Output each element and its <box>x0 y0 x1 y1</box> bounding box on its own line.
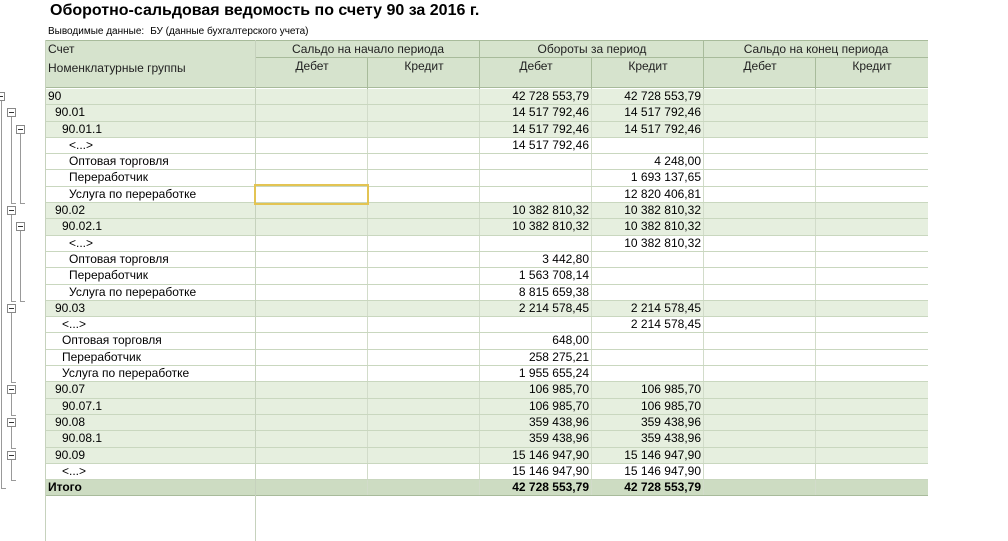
turnover-debit-value: 3 442,80 <box>542 251 589 266</box>
collapse-icon[interactable] <box>16 222 25 231</box>
row-name: Оптовая торговля <box>69 251 169 266</box>
collapse-icon[interactable] <box>7 418 16 427</box>
table-row[interactable] <box>45 415 928 431</box>
report-subtitle <box>48 26 309 37</box>
turnover-credit-value: 2 214 578,45 <box>630 317 701 332</box>
row-name: 90.01.1 <box>62 121 103 136</box>
table-row[interactable] <box>45 122 928 138</box>
table-row[interactable] <box>45 236 928 252</box>
turnover-credit-value: 15 146 947,90 <box>624 447 701 462</box>
tree-gutter <box>0 0 45 541</box>
collapse-icon[interactable] <box>7 206 16 215</box>
turnover-debit-value: 2 214 578,45 <box>518 300 589 315</box>
collapse-icon[interactable] <box>7 385 16 394</box>
row-name: 90 <box>48 89 62 103</box>
table-row[interactable] <box>45 203 928 219</box>
turnover-debit-value: 14 517 792,46 <box>512 105 589 120</box>
row-name: Услуга по переработке <box>69 186 197 201</box>
turnover-credit-value: 10 382 810,32 <box>624 235 701 250</box>
turnover-debit-value: 42 728 553,79 <box>512 89 589 103</box>
row-name: Оптовая торговля <box>69 154 169 169</box>
selected-cell[interactable] <box>254 184 369 205</box>
header-groups[interactable]: Номенклатурные группы <box>48 61 186 75</box>
row-name: 90.02 <box>55 203 86 218</box>
header-turnover[interactable]: Обороты за период <box>537 42 647 56</box>
turnover-credit-value: 15 146 947,90 <box>624 463 701 478</box>
header-opening-credit[interactable]: Кредит <box>404 59 444 73</box>
collapse-icon[interactable] <box>7 304 16 313</box>
table-row[interactable] <box>45 268 928 284</box>
table-row[interactable] <box>45 154 928 170</box>
header-closing-credit[interactable]: Кредит <box>852 59 892 73</box>
turnover-debit-value: 648,00 <box>552 333 589 348</box>
row-name: Оптовая торговля <box>62 333 162 348</box>
turnover-credit-value: 4 248,00 <box>654 154 701 169</box>
table-row[interactable] <box>45 431 928 447</box>
table-header <box>45 40 928 88</box>
row-name: <...> <box>62 463 87 478</box>
header-opening[interactable]: Сальдо на начало периода <box>291 42 445 56</box>
table-row[interactable] <box>45 366 928 382</box>
row-name: <...> <box>69 235 94 250</box>
header-closing-debit[interactable]: Дебет <box>743 59 777 73</box>
report-title: Оборотно-сальдовая ведомость по счету 90 за 2016 г. <box>50 2 480 19</box>
table-row[interactable] <box>45 317 928 333</box>
header-turnover-debit[interactable]: Дебет <box>519 59 553 73</box>
row-name: 90.07 <box>55 382 86 397</box>
row-name: Переработчик <box>69 170 148 185</box>
collapse-icon[interactable] <box>7 451 16 460</box>
table-body <box>45 89 928 496</box>
turnover-credit-value: 10 382 810,32 <box>624 219 701 234</box>
turnover-credit-value: 42 728 553,79 <box>624 89 701 103</box>
subtitle-label: Выводимые данные: <box>48 26 145 37</box>
table-row[interactable] <box>45 350 928 366</box>
turnover-debit-value: 10 382 810,32 <box>512 203 589 218</box>
table-row[interactable] <box>45 219 928 235</box>
table-row[interactable] <box>45 89 928 105</box>
subtitle-value: БУ (данные бухгалтерского учета) <box>150 26 309 37</box>
row-name: Переработчик <box>69 268 148 283</box>
table-row[interactable] <box>45 301 928 317</box>
table-row[interactable] <box>45 285 928 301</box>
row-name: Переработчик <box>62 349 141 364</box>
turnover-debit-value: 359 438,96 <box>528 414 589 429</box>
header-closing[interactable]: Сальдо на конец периода <box>743 42 889 56</box>
row-name: 90.09 <box>55 447 86 462</box>
header-opening-debit[interactable]: Дебет <box>295 59 329 73</box>
turnover-credit-value: 14 517 792,46 <box>624 121 701 136</box>
turnover-debit-value: 15 146 947,90 <box>512 447 589 462</box>
turnover-debit-value: 1 563 708,14 <box>518 268 589 283</box>
row-name: 90.02.1 <box>62 219 103 234</box>
collapse-icon[interactable] <box>16 125 25 134</box>
header-turnover-credit[interactable]: Кредит <box>628 59 668 73</box>
table-row[interactable] <box>45 399 928 415</box>
turnover-debit-value: 1 955 655,24 <box>518 366 589 381</box>
total-row[interactable] <box>45 480 928 496</box>
turnover-credit-value: 42 728 553,79 <box>624 480 701 495</box>
turnover-debit-value: 359 438,96 <box>528 431 589 446</box>
turnover-credit-value: 10 382 810,32 <box>624 203 701 218</box>
turnover-debit-value: 14 517 792,46 <box>512 137 589 152</box>
turnover-credit-value: 2 214 578,45 <box>630 300 701 315</box>
row-name: Услуга по переработке <box>62 366 190 381</box>
turnover-credit-value: 1 693 137,65 <box>630 170 701 185</box>
row-name: <...> <box>69 137 94 152</box>
turnover-credit-value: 12 820 406,81 <box>624 186 701 201</box>
turnover-debit-value: 15 146 947,90 <box>512 463 589 478</box>
turnover-debit-value: 258 275,21 <box>528 349 589 364</box>
table-row[interactable] <box>45 464 928 480</box>
table-row[interactable] <box>45 448 928 464</box>
header-account[interactable]: Счет <box>48 42 75 56</box>
row-name: 90.08.1 <box>62 431 103 446</box>
table-row[interactable] <box>45 252 928 268</box>
row-name: 90.03 <box>55 300 86 315</box>
turnover-debit-value: 106 985,70 <box>528 398 589 413</box>
row-name: 90.01 <box>55 105 86 120</box>
turnover-debit-value: 106 985,70 <box>528 382 589 397</box>
table-row[interactable] <box>45 105 928 121</box>
row-name: 90.07.1 <box>62 398 103 413</box>
turnover-debit-value: 14 517 792,46 <box>512 121 589 136</box>
turnover-credit-value: 359 438,96 <box>640 414 701 429</box>
turnover-debit-value: 10 382 810,32 <box>512 219 589 234</box>
row-name: 90.08 <box>55 414 86 429</box>
collapse-icon[interactable] <box>7 108 16 117</box>
turnover-debit-value: 42 728 553,79 <box>512 480 589 495</box>
table-row[interactable] <box>45 170 928 186</box>
row-name: Услуга по переработке <box>69 284 197 299</box>
turnover-credit-value: 106 985,70 <box>640 382 701 397</box>
table-row[interactable] <box>45 138 928 154</box>
table-row[interactable] <box>45 382 928 398</box>
row-name: <...> <box>62 317 87 332</box>
collapse-icon[interactable] <box>0 92 5 101</box>
turnover-credit-value: 106 985,70 <box>640 398 701 413</box>
row-name: Итого <box>48 480 82 495</box>
turnover-credit-value: 359 438,96 <box>640 431 701 446</box>
turnover-credit-value: 14 517 792,46 <box>624 105 701 120</box>
table-row[interactable] <box>45 333 928 349</box>
turnover-debit-value: 8 815 659,38 <box>518 284 589 299</box>
table-row[interactable] <box>45 187 928 203</box>
